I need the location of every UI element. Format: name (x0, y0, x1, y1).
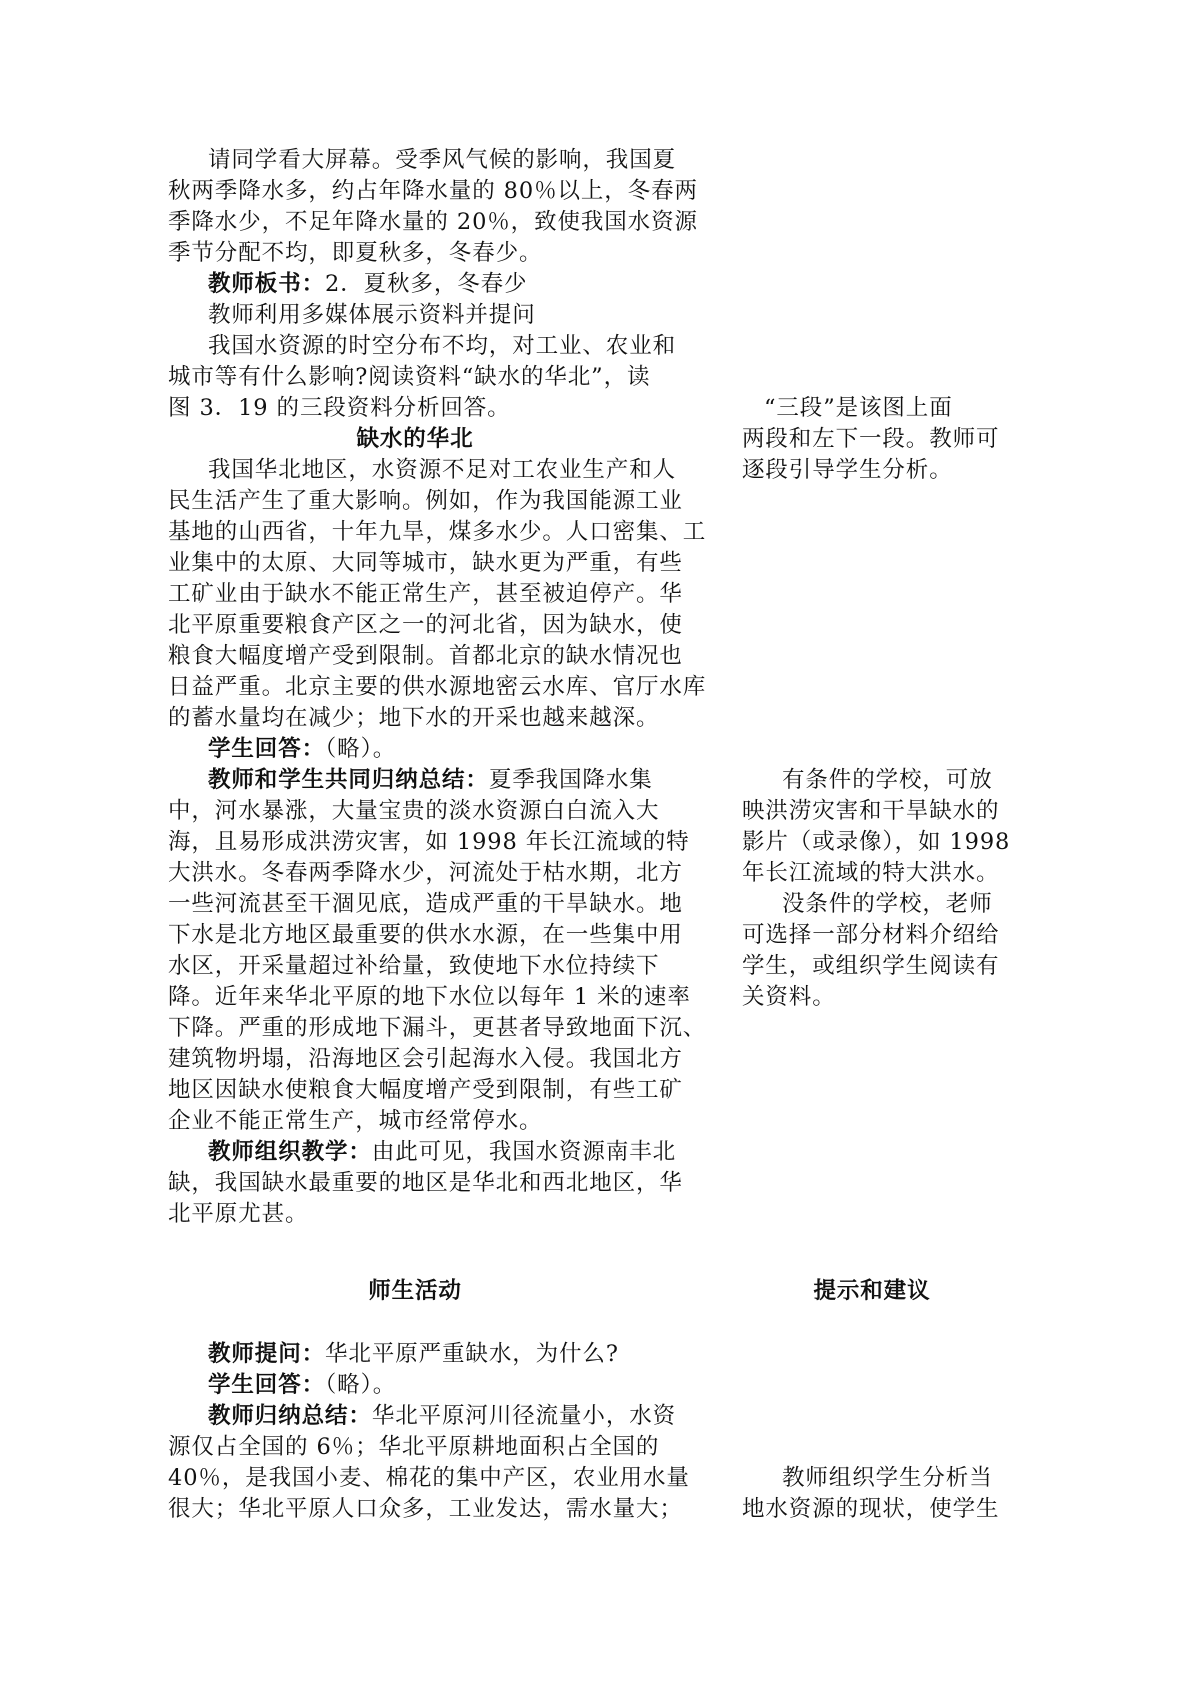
final-summary-line: 很大；华北平原人口众多，工业发达，需水量大； (168, 1496, 683, 1522)
reading-line: 基地的山西省，十年九旱，煤多水少。人口密集、工 (168, 519, 707, 545)
side-note-line: 可选择一部分材料介绍给 (742, 922, 1000, 948)
question-line: 图 3．19 的三段资料分析回答。 (168, 395, 511, 421)
organize-label: 教师组织教学： (208, 1139, 372, 1165)
summary-line: 下水是北方地区最重要的供水水源，在一些集中用 (168, 922, 683, 948)
side-note-line: 影片（或录像），如 1998 (742, 829, 1011, 855)
side-note-line: 有条件的学校，可放 (782, 767, 993, 793)
reading-line: 粮食大幅度增产受到限制。首都北京的缺水情况也 (168, 643, 683, 669)
reading-line: 我国华北地区，水资源不足对工农业生产和人 (208, 457, 677, 483)
organize-line: 缺，我国缺水最重要的地区是华北和西北地区，华 (168, 1170, 683, 1196)
question-line: 我国水资源的时空分布不均，对工业、农业和 (208, 333, 677, 359)
heading-tips: 提示和建议 (813, 1278, 931, 1304)
student-answer-2 (208, 1374, 396, 1397)
summary-line: 中，河水暴涨，大量宝贵的淡水资源白白流入大 (168, 798, 660, 824)
side-note-line: 地水资源的现状，使学生 (742, 1496, 1000, 1522)
organize-line (208, 1141, 676, 1164)
side-note-line: 教师组织学生分析当 (782, 1465, 993, 1491)
reading-line: 日益严重。北京主要的供水源地密云水库、官厅水库 (168, 674, 707, 700)
body-line: 秋两季降水多，约占年降水量的 80％以上，冬春两 (168, 178, 698, 204)
body-line: 季节分配不均，即夏秋多，冬春少。 (168, 240, 543, 266)
heading-activities: 师生活动 (368, 1278, 462, 1304)
final-summary-line: 源仅占全国的 6％；华北平原耕地面积占全国的 (168, 1434, 660, 1460)
reading-line: 业集中的太原、大同等城市，缺水更为严重，有些 (168, 550, 683, 576)
side-note-line: 关资料。 (742, 984, 836, 1010)
summary-line: 建筑物坍塌，沿海地区会引起海水入侵。我国北方 (168, 1046, 683, 1072)
side-note-line: “三段”是该图上面 (764, 395, 953, 421)
summary-line: 降。近年来华北平原的地下水位以每年 1 米的速率 (168, 984, 691, 1010)
side-note-line: 年长江流域的特大洪水。 (742, 860, 1000, 886)
final-text: 华北平原河川径流量小，水资 (371, 1403, 677, 1429)
final-summary-line: 40％，是我国小麦、棉花的集中产区，农业用水量 (168, 1465, 690, 1491)
summary-line: 一些河流甚至干涸见底，造成严重的干旱缺水。地 (168, 891, 683, 917)
answer-label: 学生回答： (208, 736, 326, 762)
summary-text: 夏季我国降水集 (488, 767, 653, 793)
final-label: 教师归纳总结： (208, 1403, 372, 1429)
answer2-label: 学生回答： (208, 1372, 326, 1398)
question-line: 城市等有什么影响?阅读资料“缺水的华北”，读 (168, 364, 651, 390)
reading-line: 北平原重要粮食产区之一的河北省，因为缺水，使 (168, 612, 683, 638)
summary-line: 水区，开采量超过补给量，致使地下水位持续下 (168, 953, 660, 979)
body-line: 请同学看大屏幕。受季风气候的影响，我国夏 (208, 147, 677, 173)
ask-label: 教师提问： (208, 1341, 326, 1367)
summary-line: 地区因缺水使粮食大幅度增产受到限制，有些工矿 (168, 1077, 683, 1103)
ask-text: 华北平原严重缺水，为什么? (325, 1341, 619, 1367)
teacher-question (208, 1343, 619, 1366)
side-note-line: 学生，或组织学生阅读有 (742, 953, 1000, 979)
summary-line: 企业不能正常生产，城市经常停水。 (168, 1108, 543, 1134)
side-note-line: 没条件的学校，老师 (782, 891, 993, 917)
intro-line: 教师利用多媒体展示资料并提问 (208, 302, 536, 328)
board-text: 2．夏秋多，冬春少 (325, 271, 528, 297)
side-note-line: 逐段引导学生分析。 (742, 457, 953, 483)
organize-text: 由此可见，我国水资源南丰北 (371, 1139, 677, 1165)
body-line: 季降水少，不足年降水量的 20％，致使我国水资源 (168, 209, 698, 235)
organize-line: 北平原尤甚。 (168, 1201, 309, 1227)
answer-text: （略）。 (325, 736, 397, 762)
final-summary-line (208, 1405, 676, 1428)
side-note-line: 两段和左下一段。教师可 (742, 426, 1000, 452)
board-note (208, 273, 527, 296)
reading-title: 缺水的华北 (356, 426, 474, 452)
summary-line: 海，且易形成洪涝灾害，如 1998 年长江流域的特 (168, 829, 690, 855)
side-note-line: 映洪涝灾害和干旱缺水的 (742, 798, 1000, 824)
reading-line: 工矿业由于缺水不能正常生产，甚至被迫停产。华 (168, 581, 683, 607)
summary-line: 大洪水。冬春两季降水少，河流处于枯水期，北方 (168, 860, 683, 886)
student-answer (208, 738, 396, 761)
summary-line: 下降。严重的形成地下漏斗，更甚者导致地面下沉、 (168, 1015, 707, 1041)
reading-line: 民生活产生了重大影响。例如，作为我国能源工业 (168, 488, 683, 514)
answer2-text: （略）。 (325, 1372, 397, 1398)
summary-label: 教师和学生共同归纳总结： (208, 767, 489, 793)
board-label: 教师板书： (208, 271, 326, 297)
summary-line (208, 769, 653, 792)
reading-line: 的蓄水量均在减少；地下水的开采也越来越深。 (168, 705, 660, 731)
